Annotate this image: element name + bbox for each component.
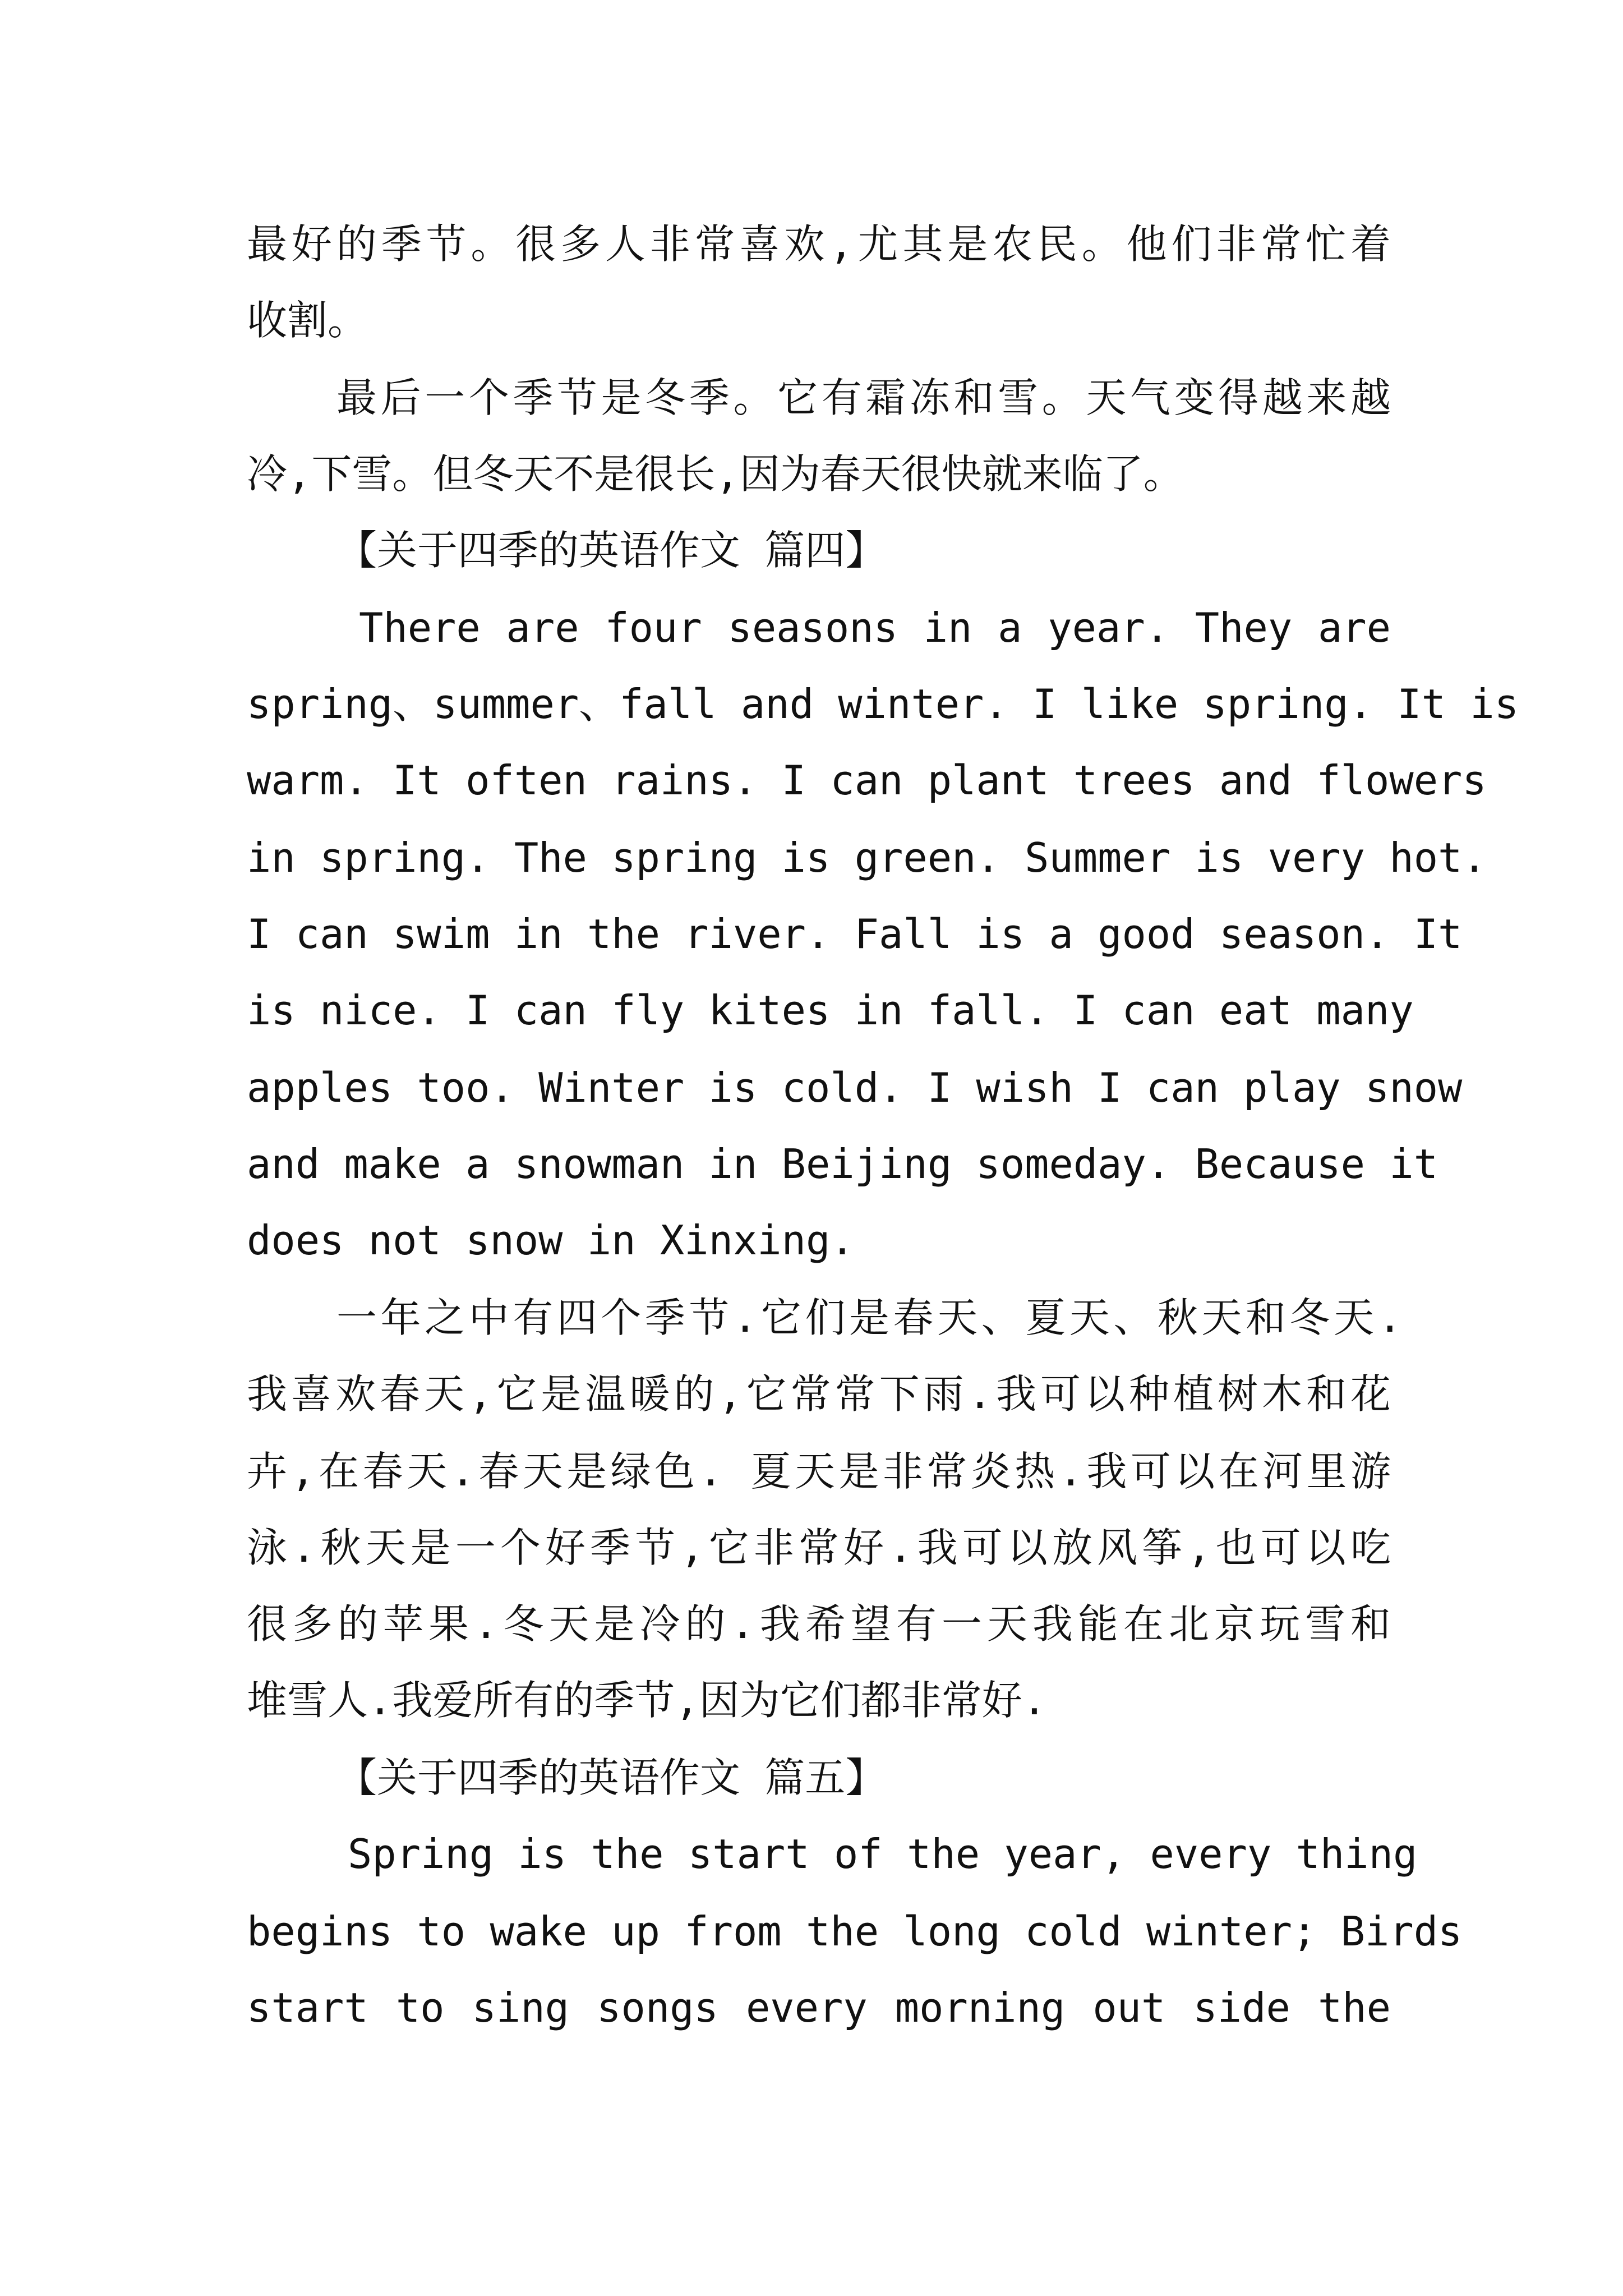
paragraph-line: There are four seasons in a year. They are: [359, 604, 1391, 651]
paragraph-line: 卉,在春天.春天是绿色. 夏天是非常炎热.我可以在河里游: [247, 1448, 1391, 1495]
paragraph-line: 泳.秋天是一个好季节,它非常好.我可以放风筝,也可以吃: [247, 1524, 1391, 1571]
section-heading: 【关于四季的英语作文 篇四】: [336, 527, 886, 574]
paragraph-line: 一年之中有四个季节.它们是春天、夏天、秋天和冬天.: [336, 1294, 1402, 1341]
paragraph-line: 堆雪人.我爱所有的季节,因为它们都非常好.: [247, 1677, 1047, 1724]
paragraph-line: 我喜欢春天,它是温暖的,它常常下雨.我可以种植树木和花: [247, 1370, 1391, 1418]
paragraph-line: in spring. The spring is green. Summer is very hot.: [247, 834, 1487, 881]
paragraph-line: warm. It often rains. I can plant trees and flowers: [247, 757, 1487, 804]
paragraph-line: 收割。: [247, 297, 368, 344]
paragraph-line: spring、summer、fall and winter. I like spring. It is: [247, 680, 1519, 728]
paragraph-line: Spring is the start of the year, every thing: [348, 1830, 1418, 1878]
paragraph-line: start to sing songs every morning out side the: [247, 1984, 1391, 2031]
paragraph-line: apples too. Winter is cold. I wish I can play snow: [247, 1064, 1463, 1111]
paragraph-line: 最后一个季节是冬季。它有霜冻和雪。天气变得越来越: [336, 374, 1391, 421]
paragraph-line: 冷,下雪。但冬天不是很长,因为春天很快就来临了。: [247, 450, 1184, 498]
paragraph-line: 很多的苹果.冬天是冷的.我希望有一天我能在北京玩雪和: [247, 1600, 1391, 1648]
paragraph-line: and make a snowman in Beijing someday. Because it: [247, 1140, 1438, 1188]
paragraph-line: is nice. I can fly kites in fall. I can eat many: [247, 987, 1414, 1034]
paragraph-line: begins to wake up from the long cold winter; Birds: [247, 1908, 1463, 1955]
section-heading: 【关于四季的英语作文 篇五】: [336, 1754, 886, 1801]
paragraph-line: 最好的季节。很多人非常喜欢,尤其是农民。他们非常忙着: [247, 220, 1391, 268]
paragraph-line: does not snow in Xinxing.: [247, 1217, 855, 1264]
paragraph-line: I can swim in the river. Fall is a good season. It: [247, 910, 1463, 958]
